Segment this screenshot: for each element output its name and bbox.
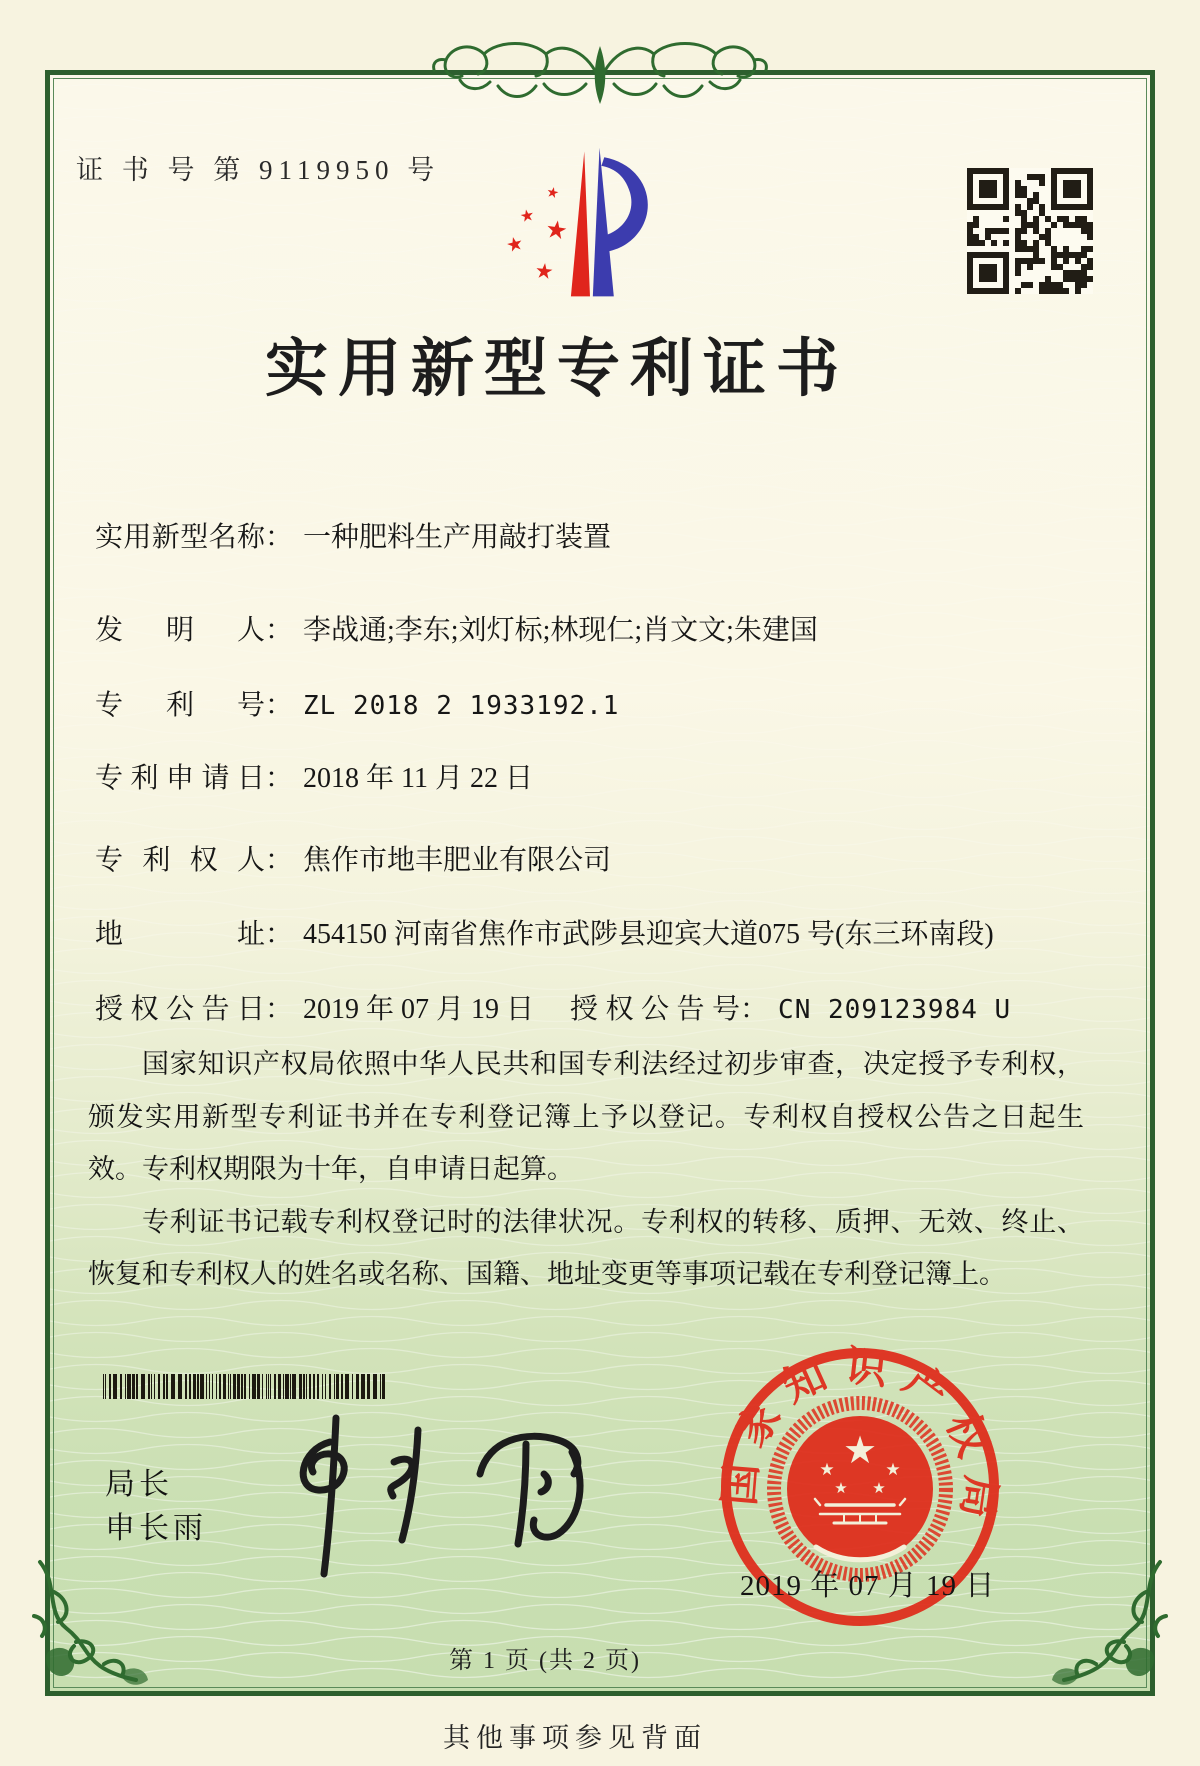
corner-ornament-icon xyxy=(1036,1556,1176,1700)
cnipa-logo-icon xyxy=(444,142,654,304)
seal-date: 2019 年 07 月 19 日 xyxy=(740,1570,996,1602)
svg-text:★: ★ xyxy=(504,232,526,258)
back-note: 其他事项参见背面 xyxy=(443,1723,707,1753)
field-value: 李战通;李东;刘灯标;林现仁;肖文文;朱建国 xyxy=(303,615,818,646)
field-label: 授权公告日： xyxy=(95,994,294,1025)
field-value: 2019 年 07 月 19 日 xyxy=(303,994,535,1025)
field-row-address xyxy=(95,915,1160,955)
field-value: CN 209123984 U xyxy=(778,995,1012,1025)
svg-text:★: ★ xyxy=(872,1480,886,1497)
svg-text:★: ★ xyxy=(885,1460,901,1479)
field-label: 实用新型名称： xyxy=(95,522,294,553)
page-number: 第 1 页 (共 2 页) xyxy=(449,1648,641,1674)
field-row-patentee xyxy=(95,841,1160,881)
qr-code xyxy=(967,168,1093,294)
field-value: 454150 河南省焦作市武陟县迎宾大道075 号(东三环南段) xyxy=(303,919,994,950)
field-row-filing-date xyxy=(95,759,1160,799)
field-label: 专利申请日： xyxy=(95,763,294,794)
director-block xyxy=(105,1463,207,1551)
field-row-grant xyxy=(95,990,1160,1030)
field-row-patent-number xyxy=(95,686,1160,726)
paragraph: 专利证书记载专利权登记时的法律状况。专利权的转移、质押、无效、终止、恢复和专利权人的姓名或名称、国籍、地址变更等事项记载在专利登记簿上。 xyxy=(88,1206,1084,1289)
director-title: 局长 xyxy=(105,1468,173,1501)
svg-text:★: ★ xyxy=(544,184,561,203)
field-value: 焦作市地丰肥业有限公司 xyxy=(303,845,612,876)
field-label: 发明人： xyxy=(95,615,294,646)
svg-text:★: ★ xyxy=(533,259,555,285)
field-value: 2018 年 11 月 22 日 xyxy=(303,763,533,794)
paragraph: 国家知识产权局依照中华人民共和国专利法经过初步审查，决定授予专利权，颁发实用新型专利证书并在专利登记簿上予以登记。专利权自授权公告之日起生效。专利权期限为十年，自申请日起算。 xyxy=(88,1049,1084,1184)
seal-text: 国家知识产权局 xyxy=(717,1343,1004,1535)
field-label: 专利权人： xyxy=(95,845,294,876)
page-title: 实用新型专利证书 xyxy=(265,334,849,404)
field-row-inventors xyxy=(95,611,1160,651)
field-value: 一种肥料生产用敲打装置 xyxy=(303,522,612,553)
corner-ornament-icon xyxy=(24,1556,164,1700)
svg-text:★: ★ xyxy=(819,1460,835,1479)
svg-text:★: ★ xyxy=(834,1480,848,1497)
field-row-utility-model-name xyxy=(95,518,1160,558)
grant-date-pair xyxy=(95,990,534,1030)
field-label: 专利号： xyxy=(95,690,294,721)
svg-text:★: ★ xyxy=(518,205,536,227)
certificate-number: 证 书 号 第 9119950 号 xyxy=(76,155,441,185)
field-value: ZL 2018 2 1933192.1 xyxy=(303,691,620,721)
field-label: 授权公告号： xyxy=(570,994,769,1025)
director-name: 申长雨 xyxy=(105,1512,207,1545)
grant-number-pair xyxy=(570,990,1011,1030)
svg-text:★: ★ xyxy=(543,215,570,246)
field-label: 地址： xyxy=(95,919,294,950)
dragon-ornament-icon xyxy=(410,28,790,116)
svg-text:★: ★ xyxy=(842,1430,878,1472)
legal-text xyxy=(88,1038,1084,1301)
director-signature xyxy=(272,1412,602,1592)
field-list xyxy=(95,518,1160,1030)
barcode xyxy=(103,1374,386,1399)
